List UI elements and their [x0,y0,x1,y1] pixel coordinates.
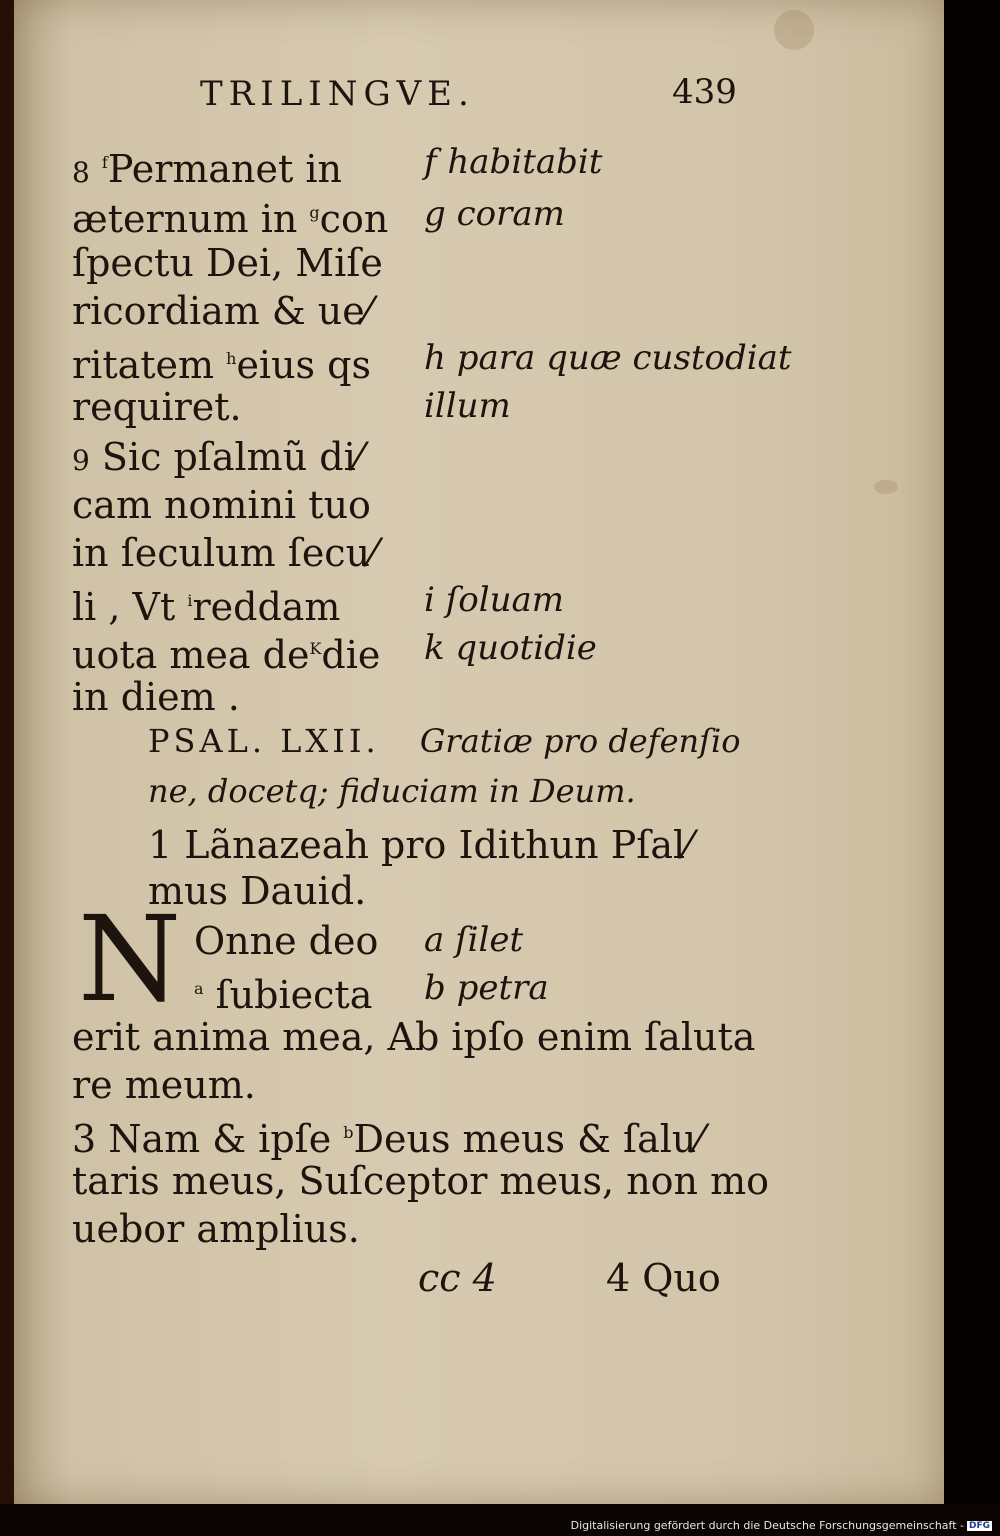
gloss-marker: b [343,1123,354,1142]
text-line: mus Dauid. [148,869,367,913]
marginal-gloss: a ſilet [424,920,524,960]
text-line: ſpectu Dei, Miſe [72,241,383,285]
text-line [194,966,372,1018]
dfg-logo: DFG [968,1521,990,1531]
running-title: TRILINGVE. [200,74,475,114]
line-text: uota mea de [72,633,310,677]
line-text: Permanet in [107,147,342,191]
line-text: ſubiecta [215,973,373,1017]
gloss-marker: i [187,591,193,610]
book-spine [0,0,14,1504]
marginal-gloss: illum [424,386,511,426]
paper-stain [774,10,814,50]
text-line: uebor amplius. [72,1207,360,1251]
text-line: erit anima mea, Ab ipſo enim ſaluta [72,1015,756,1059]
page-edge-shadow [944,0,1000,1504]
paper-stain [874,480,898,494]
marginal-gloss: g coram [424,194,565,234]
text-line [72,190,388,242]
text-line: taris meus, Suſceptor meus, non mo [72,1159,770,1203]
text-line: requiret. [72,385,242,429]
gloss-marker: K [309,639,322,658]
text-line [72,1110,703,1162]
text-line: re meum. [72,1063,256,1107]
text-line: in diem . [72,675,240,719]
line-text: Sic pſalmũ di⁄ [101,435,363,479]
line-text: 3 Nam & ipſe [72,1117,344,1161]
line-text: ritatem [72,343,227,387]
text-line [72,434,362,484]
text-line [72,336,371,388]
text-line: Onne deo [194,919,379,963]
line-text: die [321,633,381,677]
line-text: reddam [192,585,341,629]
text-line [72,140,342,196]
line-text: con [319,197,389,241]
gloss-marker: a [194,979,204,998]
psalm-summary-continued: ne, docetq; fiduciam in Deum. [148,772,636,810]
marginal-gloss: h para quæ custodiat [424,338,792,378]
line-text: li , Vt [72,585,188,629]
verse-number: 8 [72,156,90,189]
page-number: 439 [672,72,737,112]
catchword: 4 Quo [606,1256,721,1300]
text-line [72,578,340,630]
drop-cap-initial: N [78,890,182,1028]
marginal-gloss: k quotidie [424,628,597,668]
line-text: æternum in [72,197,310,241]
signature-mark: cc 4 [418,1256,497,1300]
text-line: ricordiam & ue⁄ [72,289,372,333]
credit-text: Digitalisierung gefördert durch die Deutsche Forschungsgemeinschaft - [570,1519,964,1532]
line-text: eius qs [236,343,371,387]
psalm-heading [148,722,740,760]
text-line [72,626,380,678]
marginal-gloss: b petra [424,968,549,1008]
psalm-summary: Gratiæ pro defenſio [419,722,741,760]
line-text: Deus meus & ſalu⁄ [353,1117,703,1161]
gloss-marker: h [226,349,237,368]
psalm-number: PSAL. LXII. [148,722,380,760]
marginal-gloss: f habitabit [424,142,603,182]
gloss-marker: f [101,153,108,172]
gloss-marker: g [309,203,320,222]
text-line: cam nomini tuo [72,483,371,527]
verse-number: 9 [72,444,90,477]
marginal-gloss: i ſoluam [424,580,565,620]
text-line: in ſeculum ſecu⁄ [72,531,377,575]
digitization-credit [571,1519,992,1532]
text-line: 1 Lãnazeah pro Idithun Pſal⁄ [148,823,692,867]
